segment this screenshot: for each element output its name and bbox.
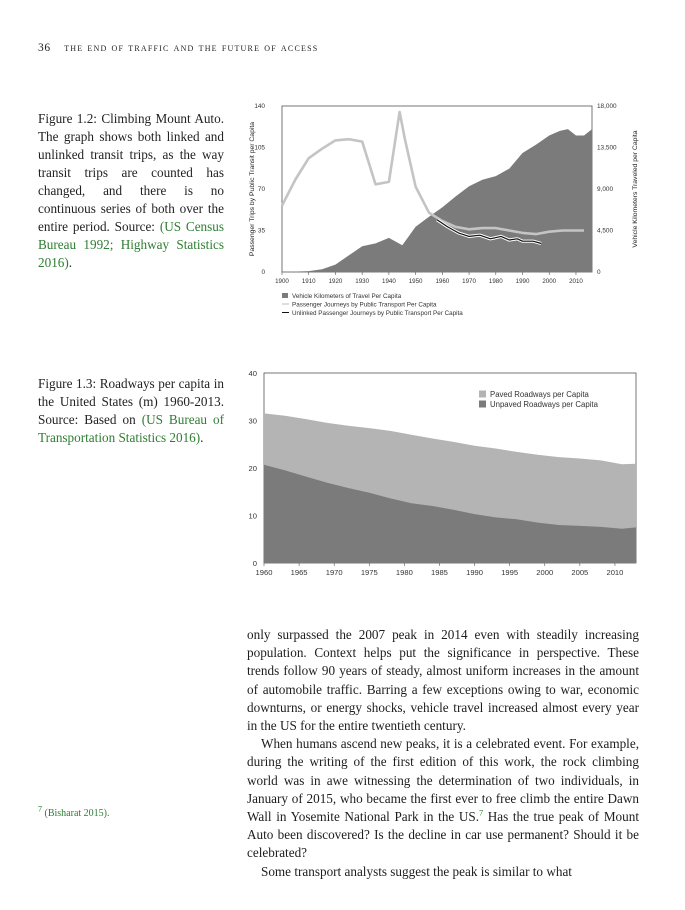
y-right-tick-label: 9,000 [597, 186, 613, 193]
y-left-tick-label: 105 [254, 144, 265, 152]
legend-swatch [282, 293, 288, 298]
paragraph-1: only surpassed the 2007 peak in 2014 even with steadily increasing population. Context helps put the significance in perspective. These trends follow 90 years of steady, almost uniform increases in the amount of automobile traffic. Barring a few exceptions owing to war, economic downturns, or energy shocks, vehicle travel increased almost every year in the US for the entire twentieth century. [247, 627, 639, 734]
x-tick-label: 1910 [301, 278, 316, 285]
y-left-tick-label: 35 [257, 227, 265, 235]
x-tick-label: 1960 [435, 278, 450, 285]
x-tick-label: 1920 [328, 278, 343, 285]
paragraph-2 [247, 735, 639, 862]
figure-1-3-source-link[interactable]: (US Bureau of Transportation Statistics 2016) [38, 412, 224, 445]
figure-1-2-caption-text: Figure 1.2: Climbing Mount Auto. The graph shows both linked and unlinked transit trips, as the way transit trips are counted has changed, and there is no continuous series of both over the entire period. Source: [38, 111, 224, 234]
figure-1-2-chart [244, 98, 646, 330]
y-left-tick-label: 140 [254, 103, 265, 110]
paragraph-2-text: When humans ascend new peaks, it is a celebrated event. For example, during the writing of the first edition of this work, the rock climbing world was in awe witnessing the determination of two individuals, in January of 2015, who became the first ever to free climb the entire Dawn Wall in Yosemite National Park in the US. [247, 736, 639, 825]
y-tick-label: 20 [248, 464, 257, 473]
x-tick-label: 1940 [382, 278, 396, 285]
figure-1-2-source-link[interactable]: (US Census Bureau 1992; Highway Statistics 2016) [38, 219, 224, 270]
y-right-tick-label: 13,500 [597, 144, 617, 152]
x-tick-label: 1950 [408, 278, 423, 285]
sidenote [38, 804, 110, 819]
figure-1-2-caption-tail: . [68, 255, 73, 270]
y-tick-label: 30 [248, 416, 257, 426]
legend-entry: Paved Roadways per Capita [490, 390, 589, 399]
y-right-axis-label: Vehicle Kilometers Traveled per Capita [632, 130, 639, 248]
x-tick-label: 1965 [290, 568, 308, 577]
figure-1-3-caption-text: Figure 1.3: Roadways per capita in the United States (m) 1960-2013. Source: Based on [38, 376, 224, 427]
y-tick-label: 10 [248, 511, 257, 521]
x-tick-label: 2000 [542, 278, 557, 285]
figure-1-3-caption [38, 375, 224, 447]
paragraph-2-tail: Has the true peak of Mount Auto been discovered? Is the decline in car use permanent? Should it be celebrated? [247, 809, 639, 861]
x-tick-label: 1980 [488, 278, 503, 285]
x-tick-label: 1990 [515, 278, 530, 285]
figure-1-3-chart [240, 366, 642, 582]
x-tick-label: 2010 [569, 278, 583, 285]
legend-swatch [479, 391, 486, 398]
page-number: 36 [38, 42, 51, 54]
x-tick-label: 2000 [536, 568, 554, 577]
y-left-tick-label: 0 [261, 269, 265, 276]
x-tick-label: 1990 [466, 568, 484, 577]
x-tick-label: 1930 [355, 278, 370, 285]
y-right-tick-label: 4,500 [597, 227, 613, 235]
figure-1-2-caption [38, 110, 224, 272]
x-tick-label: 2005 [571, 568, 589, 577]
x-tick-label: 1980 [395, 568, 413, 577]
legend-entry: Unlinked Passenger Journeys by Public Transport Per Capita [292, 310, 463, 317]
figure-1-3-caption-tail: . [200, 430, 204, 445]
y-right-tick-label: 0 [597, 269, 601, 276]
paragraph-3: Some transport analysts suggest the peak is similar to what [261, 863, 572, 879]
x-tick-label: 1995 [501, 568, 519, 577]
x-tick-label: 2010 [606, 568, 624, 577]
y-left-axis-label: Passenger Trips by Public Transit per Capita [249, 121, 256, 257]
legend-swatch [479, 401, 486, 408]
y-left-tick-label: 70 [257, 186, 265, 193]
legend-entry: Passenger Journeys by Public Transport Per Capita [292, 301, 437, 309]
x-tick-label: 1985 [431, 568, 448, 577]
x-tick-label: 1970 [462, 278, 476, 285]
running-header [38, 42, 318, 54]
sidenote-text[interactable]: (Bisharat 2015). [42, 808, 110, 819]
x-tick-label: 1900 [275, 278, 289, 285]
legend-entry: Vehicle Kilometers of Travel Per Capita [292, 293, 402, 300]
body-text [247, 626, 639, 881]
y-tick-label: 40 [248, 369, 257, 378]
y-right-tick-label: 18,000 [597, 103, 617, 110]
footnote-marker[interactable]: 7 [479, 808, 484, 818]
x-tick-label: 1960 [255, 568, 273, 577]
legend-entry: Unpaved Roadways per Capita [490, 400, 598, 409]
x-tick-label: 1975 [360, 568, 378, 577]
y-tick-label: 0 [252, 559, 257, 568]
sidenote-mark: 7 [38, 804, 42, 814]
running-title: the end of traffic and the future of access [64, 42, 319, 54]
x-tick-label: 1970 [325, 568, 343, 577]
